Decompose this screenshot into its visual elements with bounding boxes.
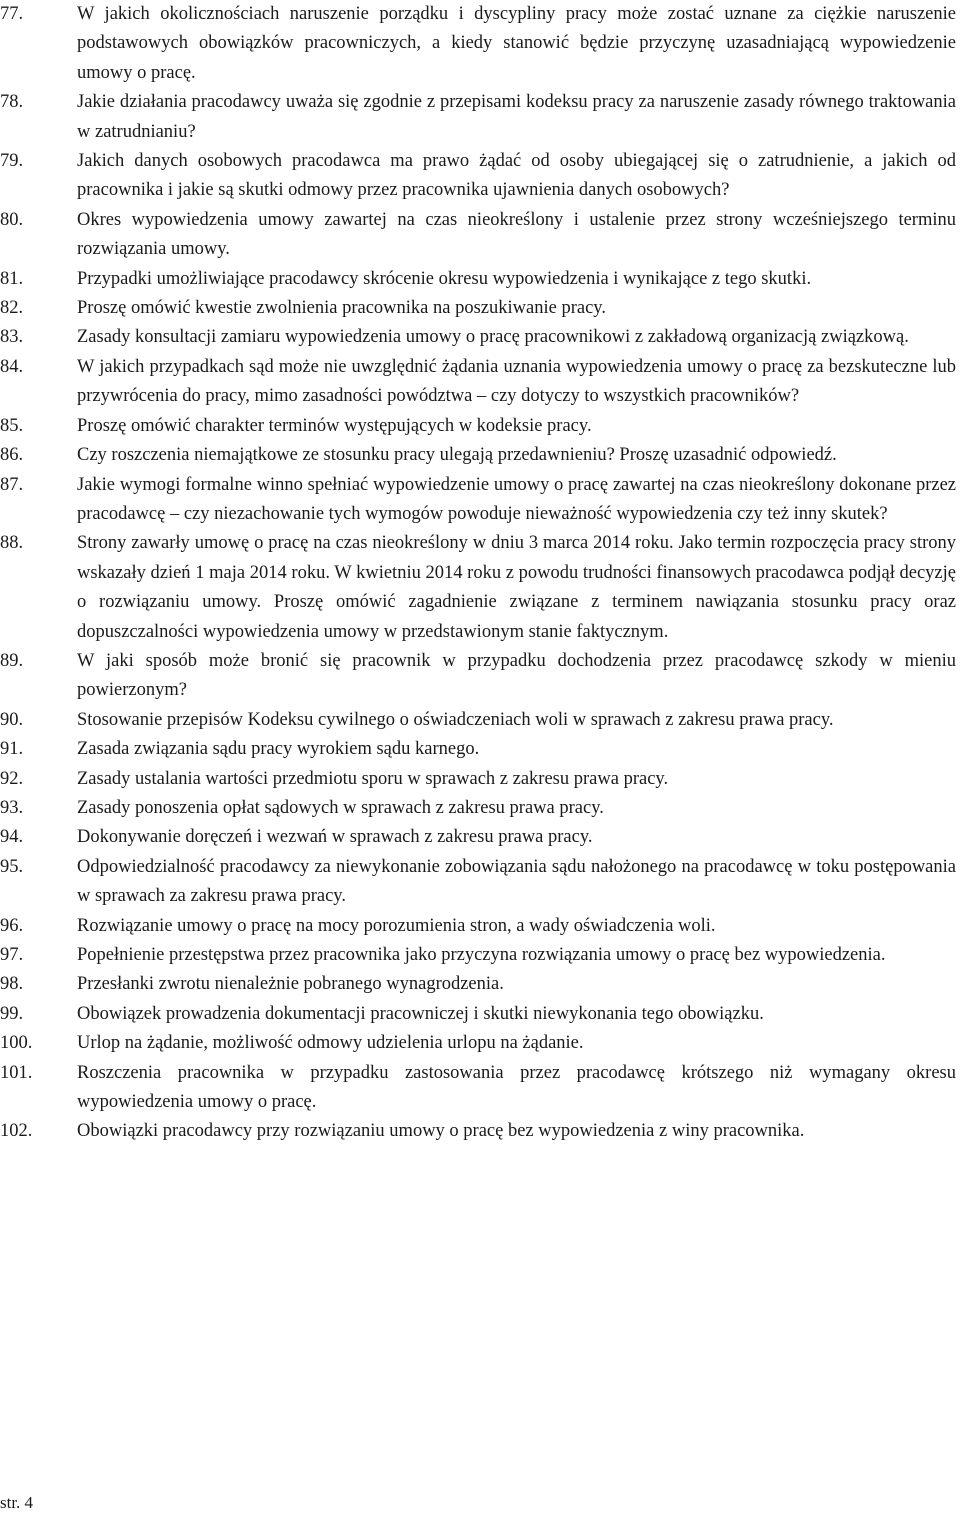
question-item: [0, 647, 956, 706]
question-text: Urlop na żądanie, możliwość odmowy udzielenia urlopu na żądanie.: [77, 1033, 584, 1054]
question-number: 87.: [0, 474, 24, 495]
question-item: [0, 0, 956, 88]
question-number: 98.: [0, 974, 24, 995]
question-item: [0, 206, 956, 265]
question-item: [0, 1059, 956, 1118]
question-number: 96.: [0, 915, 24, 936]
question-text: Przypadki umożliwiające pracodawcy skrócenie okresu wypowiedzenia i wynikające z tego skutki.: [77, 268, 812, 289]
question-text: Proszę omówić kwestie zwolnienia pracownika na poszukiwanie pracy.: [77, 298, 606, 319]
question-item: [0, 970, 956, 999]
question-text: Roszczenia pracownika w przypadku zastosowania przez pracodawcę krótszego niż wymagany okresu wypowiedzenia umowy o pracę.: [77, 1062, 956, 1113]
question-number: 80.: [0, 209, 24, 230]
question-text: Proszę omówić charakter terminów występujących w kodeksie pracy.: [77, 415, 592, 436]
question-item: [0, 1029, 956, 1058]
question-number: 91.: [0, 739, 24, 760]
question-item: [0, 735, 956, 764]
question-text: Okres wypowiedzenia umowy zawartej na czas nieokreślony i ustalenie przez strony wcześniejszego terminu rozwiązania umowy.: [77, 209, 956, 260]
question-text: Zasady ponoszenia opłat sądowych w sprawach z zakresu prawa pracy.: [77, 797, 604, 818]
question-number: 92.: [0, 768, 24, 789]
question-text: Jakie działania pracodawcy uważa się zgodnie z przepisami kodeksu pracy za naruszenie zasady równego traktowania w zatrudnianiu?: [77, 92, 956, 142]
question-text: W jakich przypadkach sąd może nie uwzględnić żądania uznania wypowiedzenia umowy o pracę za bezskuteczne lub przywrócenia do pracy, mimo zasadności powództwa – czy dotyczy to wszystkich pracowników?: [77, 356, 956, 407]
page-number: str. 4: [0, 1493, 34, 1512]
question-text: Stosowanie przepisów Kodeksu cywilnego o oświadczeniach woli w sprawach z zakresu prawa pracy.: [77, 709, 834, 730]
question-number: 86.: [0, 445, 24, 466]
question-number: 83.: [0, 327, 24, 348]
question-item: [0, 853, 956, 912]
question-number: 82.: [0, 298, 24, 319]
question-item: [0, 323, 956, 352]
question-item: [0, 412, 956, 441]
question-number: 100.: [0, 1033, 33, 1054]
question-text: Zasady konsultacji zamiaru wypowiedzenia umowy o pracę pracownikowi z zakładową organizacją związkową.: [77, 327, 909, 348]
question-number: 97.: [0, 945, 24, 965]
question-text: Jakie wymogi formalne winno spełniać wypowiedzenie umowy o pracę zawartej na czas nieokreślony dokonane przez pracodawcę – czy niezachowanie tych wymogów powoduje nieważność wypowiedzenia czy też inny skutek?: [77, 474, 956, 524]
question-item: [0, 88, 956, 147]
question-number: 99.: [0, 1003, 24, 1024]
question-text: W jaki sposób może bronić się pracownik w przypadku dochodzenia przez pracodawcę szkody w mieniu powierzonym?: [77, 650, 956, 701]
question-text: Rozwiązanie umowy o pracę na mocy porozumienia stron, a wady oświadczenia woli.: [77, 915, 716, 936]
question-number: 90.: [0, 709, 24, 730]
question-text: Dokonywanie doręczeń i wezwań w sprawach z zakresu prawa pracy.: [77, 827, 593, 848]
question-item: [0, 147, 956, 206]
question-number: 93.: [0, 797, 24, 818]
question-text: Popełnienie przestępstwa przez pracownika jako przyczyna rozwiązania umowy o pracę bez wypowiedzenia.: [77, 945, 886, 965]
question-number: 79.: [0, 151, 24, 172]
question-item: [0, 794, 956, 823]
question-item: [0, 529, 956, 647]
question-item: [0, 912, 956, 941]
question-number: 88.: [0, 533, 24, 554]
question-item: [0, 294, 956, 323]
question-number: 89.: [0, 650, 24, 671]
question-text: Zasada związania sądu pracy wyrokiem sądu karnego.: [77, 739, 480, 760]
question-number: 102.: [0, 1121, 33, 1142]
question-number: 84.: [0, 356, 24, 377]
question-text: Przesłanki zwrotu nienależnie pobranego wynagrodzenia.: [77, 974, 504, 995]
question-item: [0, 471, 956, 530]
question-item: [0, 823, 956, 852]
question-number: 85.: [0, 415, 24, 436]
question-text: W jakich okolicznościach naruszenie porządku i dyscypliny pracy może zostać uznane za ciężkie naruszenie podstawowych obowiązków pracowniczych, a kiedy stanowić będzie przyczynę uzasadniającą wypowiedzenie umowy o pracę.: [77, 4, 956, 83]
question-item: [0, 1117, 956, 1146]
question-text: Jakich danych osobowych pracodawca ma prawo żądać od osoby ubiegającej się o zatrudnienie, a jakich od pracownika i jakie są skutki odmowy przez pracownika ujawnienia danych osobowych?: [77, 151, 956, 201]
question-item: [0, 441, 956, 470]
question-text: Czy roszczenia niemajątkowe ze stosunku pracy ulegają przedawnieniu? Proszę uzasadnić odpowiedź.: [77, 445, 837, 466]
question-number: 77.: [0, 4, 24, 24]
question-text: Obowiązek prowadzenia dokumentacji pracowniczej i skutki niewykonania tego obowiązku.: [77, 1003, 764, 1024]
question-item: [0, 706, 956, 735]
question-text: Odpowiedzialność pracodawcy za niewykonanie zobowiązania sądu nałożonego na pracodawcę w toku postępowania w sprawach za zakresu prawa pracy.: [77, 856, 956, 907]
question-text: Zasady ustalania wartości przedmiotu sporu w sprawach z zakresu prawa pracy.: [77, 768, 669, 789]
question-item: [0, 265, 956, 294]
question-number: 101.: [0, 1062, 33, 1083]
question-item: [0, 1000, 956, 1029]
question-number: 78.: [0, 92, 24, 113]
question-text: Obowiązki pracodawcy przy rozwiązaniu umowy o pracę bez wypowiedzenia z winy pracownika.: [77, 1121, 805, 1142]
question-text: Strony zawarły umowę o pracę na czas nieokreślony w dniu 3 marca 2014 roku. Jako termin rozpoczęcia pracy strony wskazały dzień 1 maja 2014 roku. W kwietniu 2014 roku z powodu trudności finansowych pracodawca podjął decyzję o rozwiązaniu umowy. Proszę omówić zagadnienie związane z terminem nawiązania stosunku pracy oraz dopuszczalności wypowiedzenia umowy w przedstawionym stanie faktycznym.: [77, 533, 956, 642]
question-item: [0, 765, 956, 794]
question-number: 94.: [0, 827, 24, 848]
question-number: 81.: [0, 268, 24, 289]
question-number: 95.: [0, 856, 24, 877]
question-item: [0, 353, 956, 412]
question-item: [0, 941, 956, 970]
